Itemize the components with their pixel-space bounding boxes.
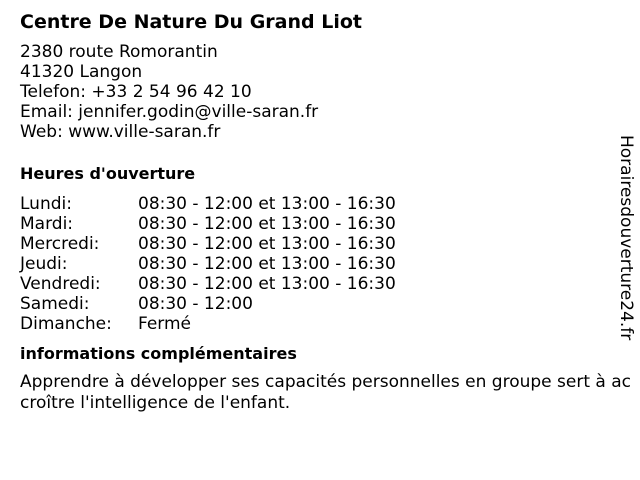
hours-row-sunday	[20, 314, 632, 334]
phone-line: Telefon: +33 2 54 96 42 10	[20, 82, 252, 102]
address-street: 2380 route Romorantin	[20, 42, 218, 62]
day-label: Vendredi:	[20, 274, 101, 294]
hours-row-monday	[20, 194, 632, 214]
day-label: Mercredi:	[20, 234, 100, 254]
day-label: Mardi:	[20, 214, 74, 234]
hours-row-friday	[20, 274, 632, 294]
day-label: Lundi:	[20, 194, 72, 214]
day-hours: 08:30 - 12:00	[138, 294, 253, 314]
day-hours: 08:30 - 12:00 et 13:00 - 16:30	[138, 194, 396, 214]
hours-row-wednesday	[20, 234, 632, 254]
hours-row-tuesday	[20, 214, 632, 234]
email-line: Email: jennifer.godin@ville-saran.fr	[20, 102, 319, 122]
place-name: Centre De Nature Du Grand Liot	[20, 11, 362, 33]
day-label: Dimanche:	[20, 314, 112, 334]
day-hours: 08:30 - 12:00 et 13:00 - 16:30	[138, 234, 396, 254]
info-heading: informations complémentaires	[20, 344, 297, 363]
site-watermark: Horairesdouverture24.fr	[616, 135, 636, 341]
hours-row-saturday	[20, 294, 632, 314]
day-hours: 08:30 - 12:00 et 13:00 - 16:30	[138, 274, 396, 294]
place-card	[20, 10, 632, 414]
day-label: Jeudi:	[20, 254, 68, 274]
info-text: Apprendre à développer ses capacités personnelles en groupe sert à accroître l'intelligence de l'enfant.	[20, 372, 631, 413]
hours-table	[20, 194, 632, 334]
day-hours: 08:30 - 12:00 et 13:00 - 16:30	[138, 254, 396, 274]
address-city: 41320 Langon	[20, 62, 143, 82]
hours-row-thursday	[20, 254, 632, 274]
contact-block	[20, 42, 632, 142]
day-label: Samedi:	[20, 294, 90, 314]
day-hours: 08:30 - 12:00 et 13:00 - 16:30	[138, 214, 396, 234]
day-hours: Fermé	[138, 314, 192, 334]
web-line: Web: www.ville-saran.fr	[20, 122, 221, 142]
hours-heading: Heures d'ouverture	[20, 164, 196, 183]
